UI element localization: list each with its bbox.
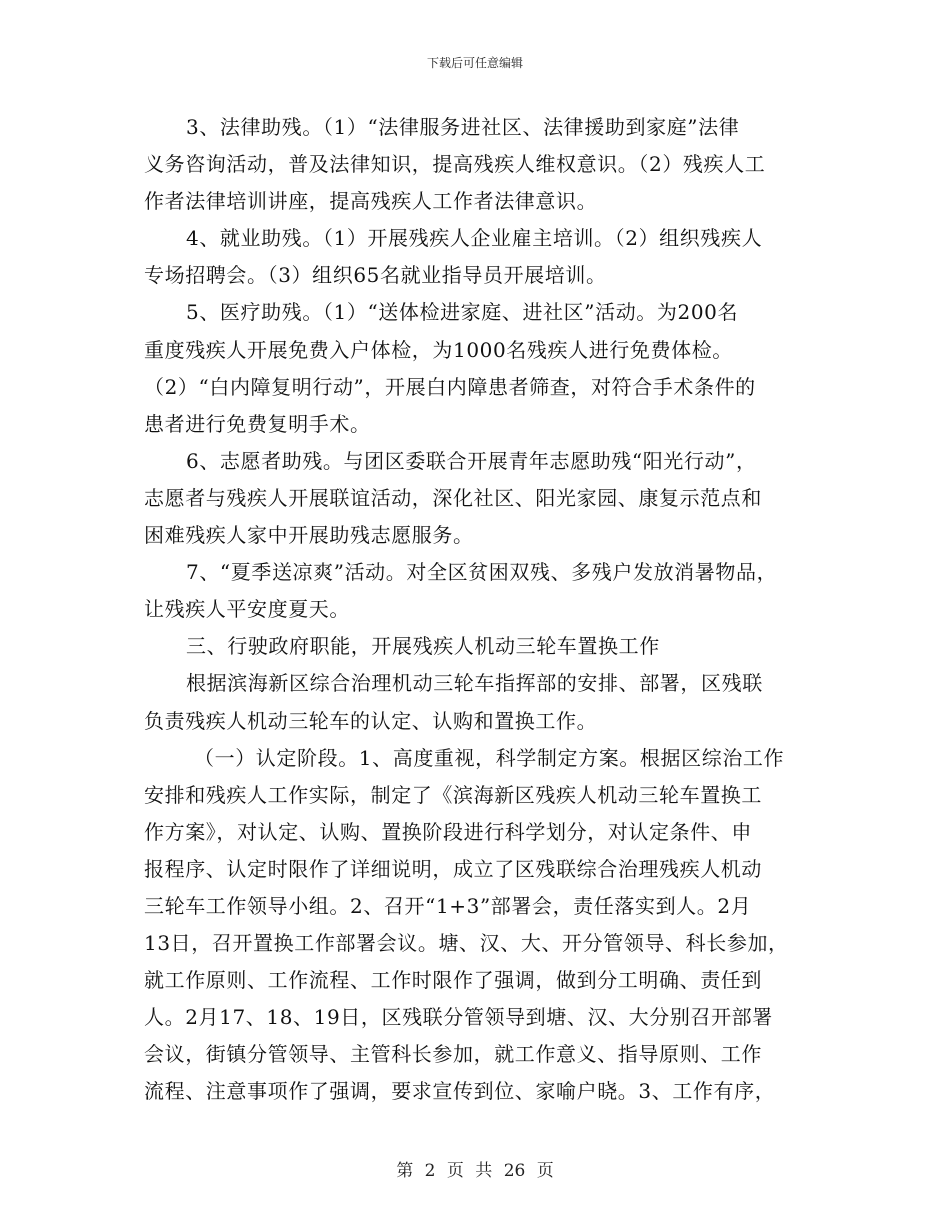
text-line: 根据滨海新区综合治理机动三轮车指挥部的安排、部署，区残联	[186, 671, 763, 696]
page-number: 第 2 页 共 26 页	[396, 1161, 554, 1181]
text-line: 作者法律培训讲座，提高残疾人工作者法律意识。	[144, 189, 598, 214]
text-line: 困难残疾人家中开展助残志愿服务。	[144, 523, 474, 548]
text-line: （一）认定阶段。1、高度重视，科学制定方案。根据区综治工作	[194, 745, 785, 770]
page-header-note: 下载后可任意编辑	[426, 56, 523, 70]
text-line: 让残疾人平安度夏天。	[144, 597, 350, 622]
text-line: 3、法律助残。（1）“法律服务进社区、法律援助到家庭”法律	[186, 115, 740, 139]
text-line: 4、就业助残。（1）开展残疾人企业雇主培训。（2）组织残疾人	[186, 226, 763, 251]
text-line: 志愿者与残疾人开展联谊活动，深化社区、阳光家园、康复示范点和	[144, 485, 762, 510]
text-line: 6、志愿者助残。与团区委联合开展青年志愿助残“阳光行动”，	[186, 448, 757, 473]
text-line: 患者进行免费复明手术。	[144, 411, 371, 436]
text-line: 三轮车工作领导小组。2、召开“1+3”部署会，责任落实到人。2月	[144, 893, 752, 918]
text-line: 专场招聘会。（3）组织65名就业指导员开展培训。	[144, 263, 607, 288]
text-line: 就工作原则、工作流程、工作时限作了强调，做到分工明确、责任到	[144, 968, 762, 993]
text-line: 会议，街镇分管领导、主管科长参加，就工作意义、指导原则、工作	[144, 1042, 762, 1067]
text-line: 7、“夏季送凉爽”活动。对全区贫困双残、多残户发放消暑物品，	[186, 560, 778, 585]
text-line: 人。2月17、18、19日，区残联分管领导到塘、汉、大分别召开部署	[144, 1005, 773, 1030]
text-line: （2）“白内障复明行动”，开展白内障患者筛查，对符合手术条件的	[144, 374, 756, 399]
text-line: 13日，召开置换工作部署会议。塘、汉、大、开分管领导、科长参加，	[144, 931, 789, 956]
text-line: 重度残疾人开展免费入户体检，为1000名残疾人进行免费体检。	[144, 337, 733, 362]
text-line: 流程、注意事项作了强调，要求宣传到位、家喻户晓。3、工作有序，	[144, 1079, 776, 1104]
text-line: 5、医疗助残。（1）“送体检进家庭、进社区”活动。为200名	[186, 300, 739, 325]
text-line: 安排和残疾人工作实际，制定了《滨海新区残疾人机动三轮车置换工	[144, 782, 762, 807]
text-line: 作方案》，对认定、认购、置换阶段进行科学划分，对认定条件、申	[144, 819, 752, 844]
document-body	[144, 109, 816, 1111]
section-heading: 三、行驶政府职能，开展残疾人机动三轮车置换工作	[186, 634, 660, 659]
text-line: 负责残疾人机动三轮车的认定、认购和置换工作。	[144, 708, 598, 733]
text-line: 义务咨询活动，普及法律知识，提高残疾人维权意识。（2）残疾人工	[144, 152, 766, 177]
text-line: 报程序、认定时限作了详细说明，成立了区残联综合治理残疾人机动	[144, 856, 762, 881]
